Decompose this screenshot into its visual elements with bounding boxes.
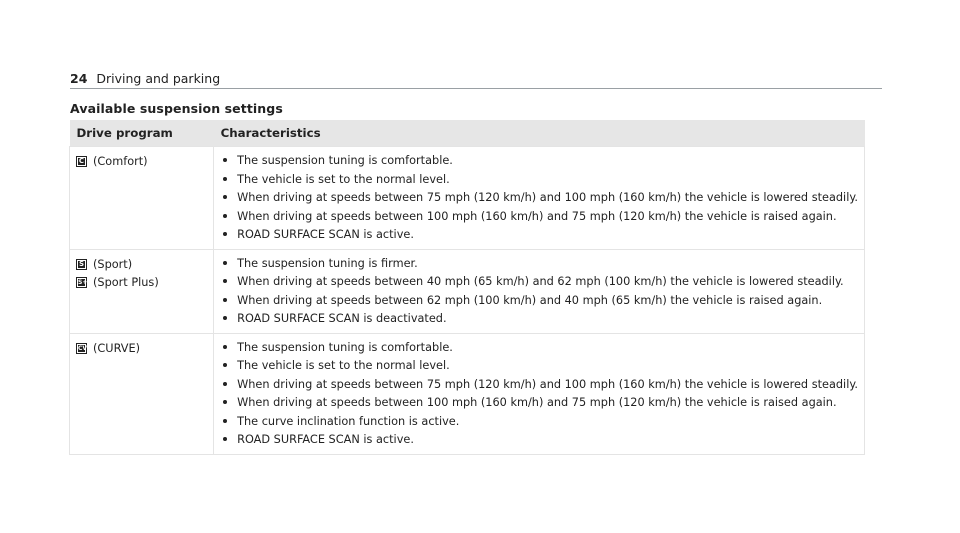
table-row-comfort	[70, 147, 865, 250]
column-header-drive-program: Drive program	[70, 120, 214, 147]
sport-plus-mode-icon: S+	[78, 278, 88, 286]
list-item: The suspension tuning is firmer.	[220, 257, 858, 271]
characteristics-list	[220, 341, 858, 448]
list-item: When driving at speeds between 100 mph (160 km/h) and 75 mph (120 km/h) the vehicle is raised again.	[220, 210, 858, 224]
drive-program-label: (Sport Plus)	[93, 275, 159, 289]
drive-program-comfort	[76, 154, 207, 169]
list-item: The suspension tuning is comfortable.	[220, 341, 858, 355]
curve-mode-icon: CV	[78, 344, 88, 352]
drive-program-cell	[70, 333, 214, 454]
list-item: The vehicle is set to the normal level.	[220, 359, 858, 373]
table-row-curve	[70, 333, 865, 454]
sport-mode-icon: S	[76, 259, 87, 270]
column-header-characteristics: Characteristics	[214, 120, 865, 147]
suspension-settings-table	[69, 120, 865, 455]
page-number: 24	[70, 71, 88, 86]
table-header-row	[70, 120, 865, 147]
list-item: The suspension tuning is comfortable.	[220, 154, 858, 168]
list-item: ROAD SURFACE SCAN is active.	[220, 228, 858, 242]
comfort-mode-icon: C	[76, 156, 87, 167]
characteristics-list	[220, 257, 858, 327]
list-item: When driving at speeds between 62 mph (100 km/h) and 40 mph (65 km/h) the vehicle is raised again.	[220, 294, 858, 308]
characteristics-cell	[214, 333, 865, 454]
drive-program-cell	[70, 249, 214, 333]
list-item: ROAD SURFACE SCAN is deactivated.	[220, 312, 858, 326]
list-item: The vehicle is set to the normal level.	[220, 173, 858, 187]
list-item: When driving at speeds between 40 mph (65 km/h) and 62 mph (100 km/h) the vehicle is lowered steadily.	[220, 275, 858, 289]
list-item: When driving at speeds between 100 mph (160 km/h) and 75 mph (120 km/h) the vehicle is raised again.	[220, 396, 858, 410]
section-name: Driving and parking	[96, 71, 221, 86]
list-item: The curve inclination function is active.	[220, 415, 858, 429]
drive-program-sport-plus	[76, 275, 207, 290]
list-item: When driving at speeds between 75 mph (120 km/h) and 100 mph (160 km/h) the vehicle is lowered steadily.	[220, 191, 858, 205]
drive-program-label: (Sport)	[93, 257, 133, 271]
drive-program-sport	[76, 257, 207, 272]
characteristics-cell	[214, 147, 865, 250]
drive-program-label: (Comfort)	[93, 155, 148, 168]
list-item: ROAD SURFACE SCAN is active.	[220, 433, 858, 447]
list-item: When driving at speeds between 75 mph (120 km/h) and 100 mph (160 km/h) the vehicle is lowered steadily.	[220, 378, 858, 392]
table-row-sport	[70, 249, 865, 333]
characteristics-list	[220, 154, 858, 242]
characteristics-cell	[214, 249, 865, 333]
page-header	[70, 71, 882, 89]
drive-program-label: (CURVE)	[93, 341, 141, 355]
drive-program-cell	[70, 147, 214, 250]
section-title: Available suspension settings	[70, 101, 283, 116]
drive-program-curve	[76, 341, 207, 356]
